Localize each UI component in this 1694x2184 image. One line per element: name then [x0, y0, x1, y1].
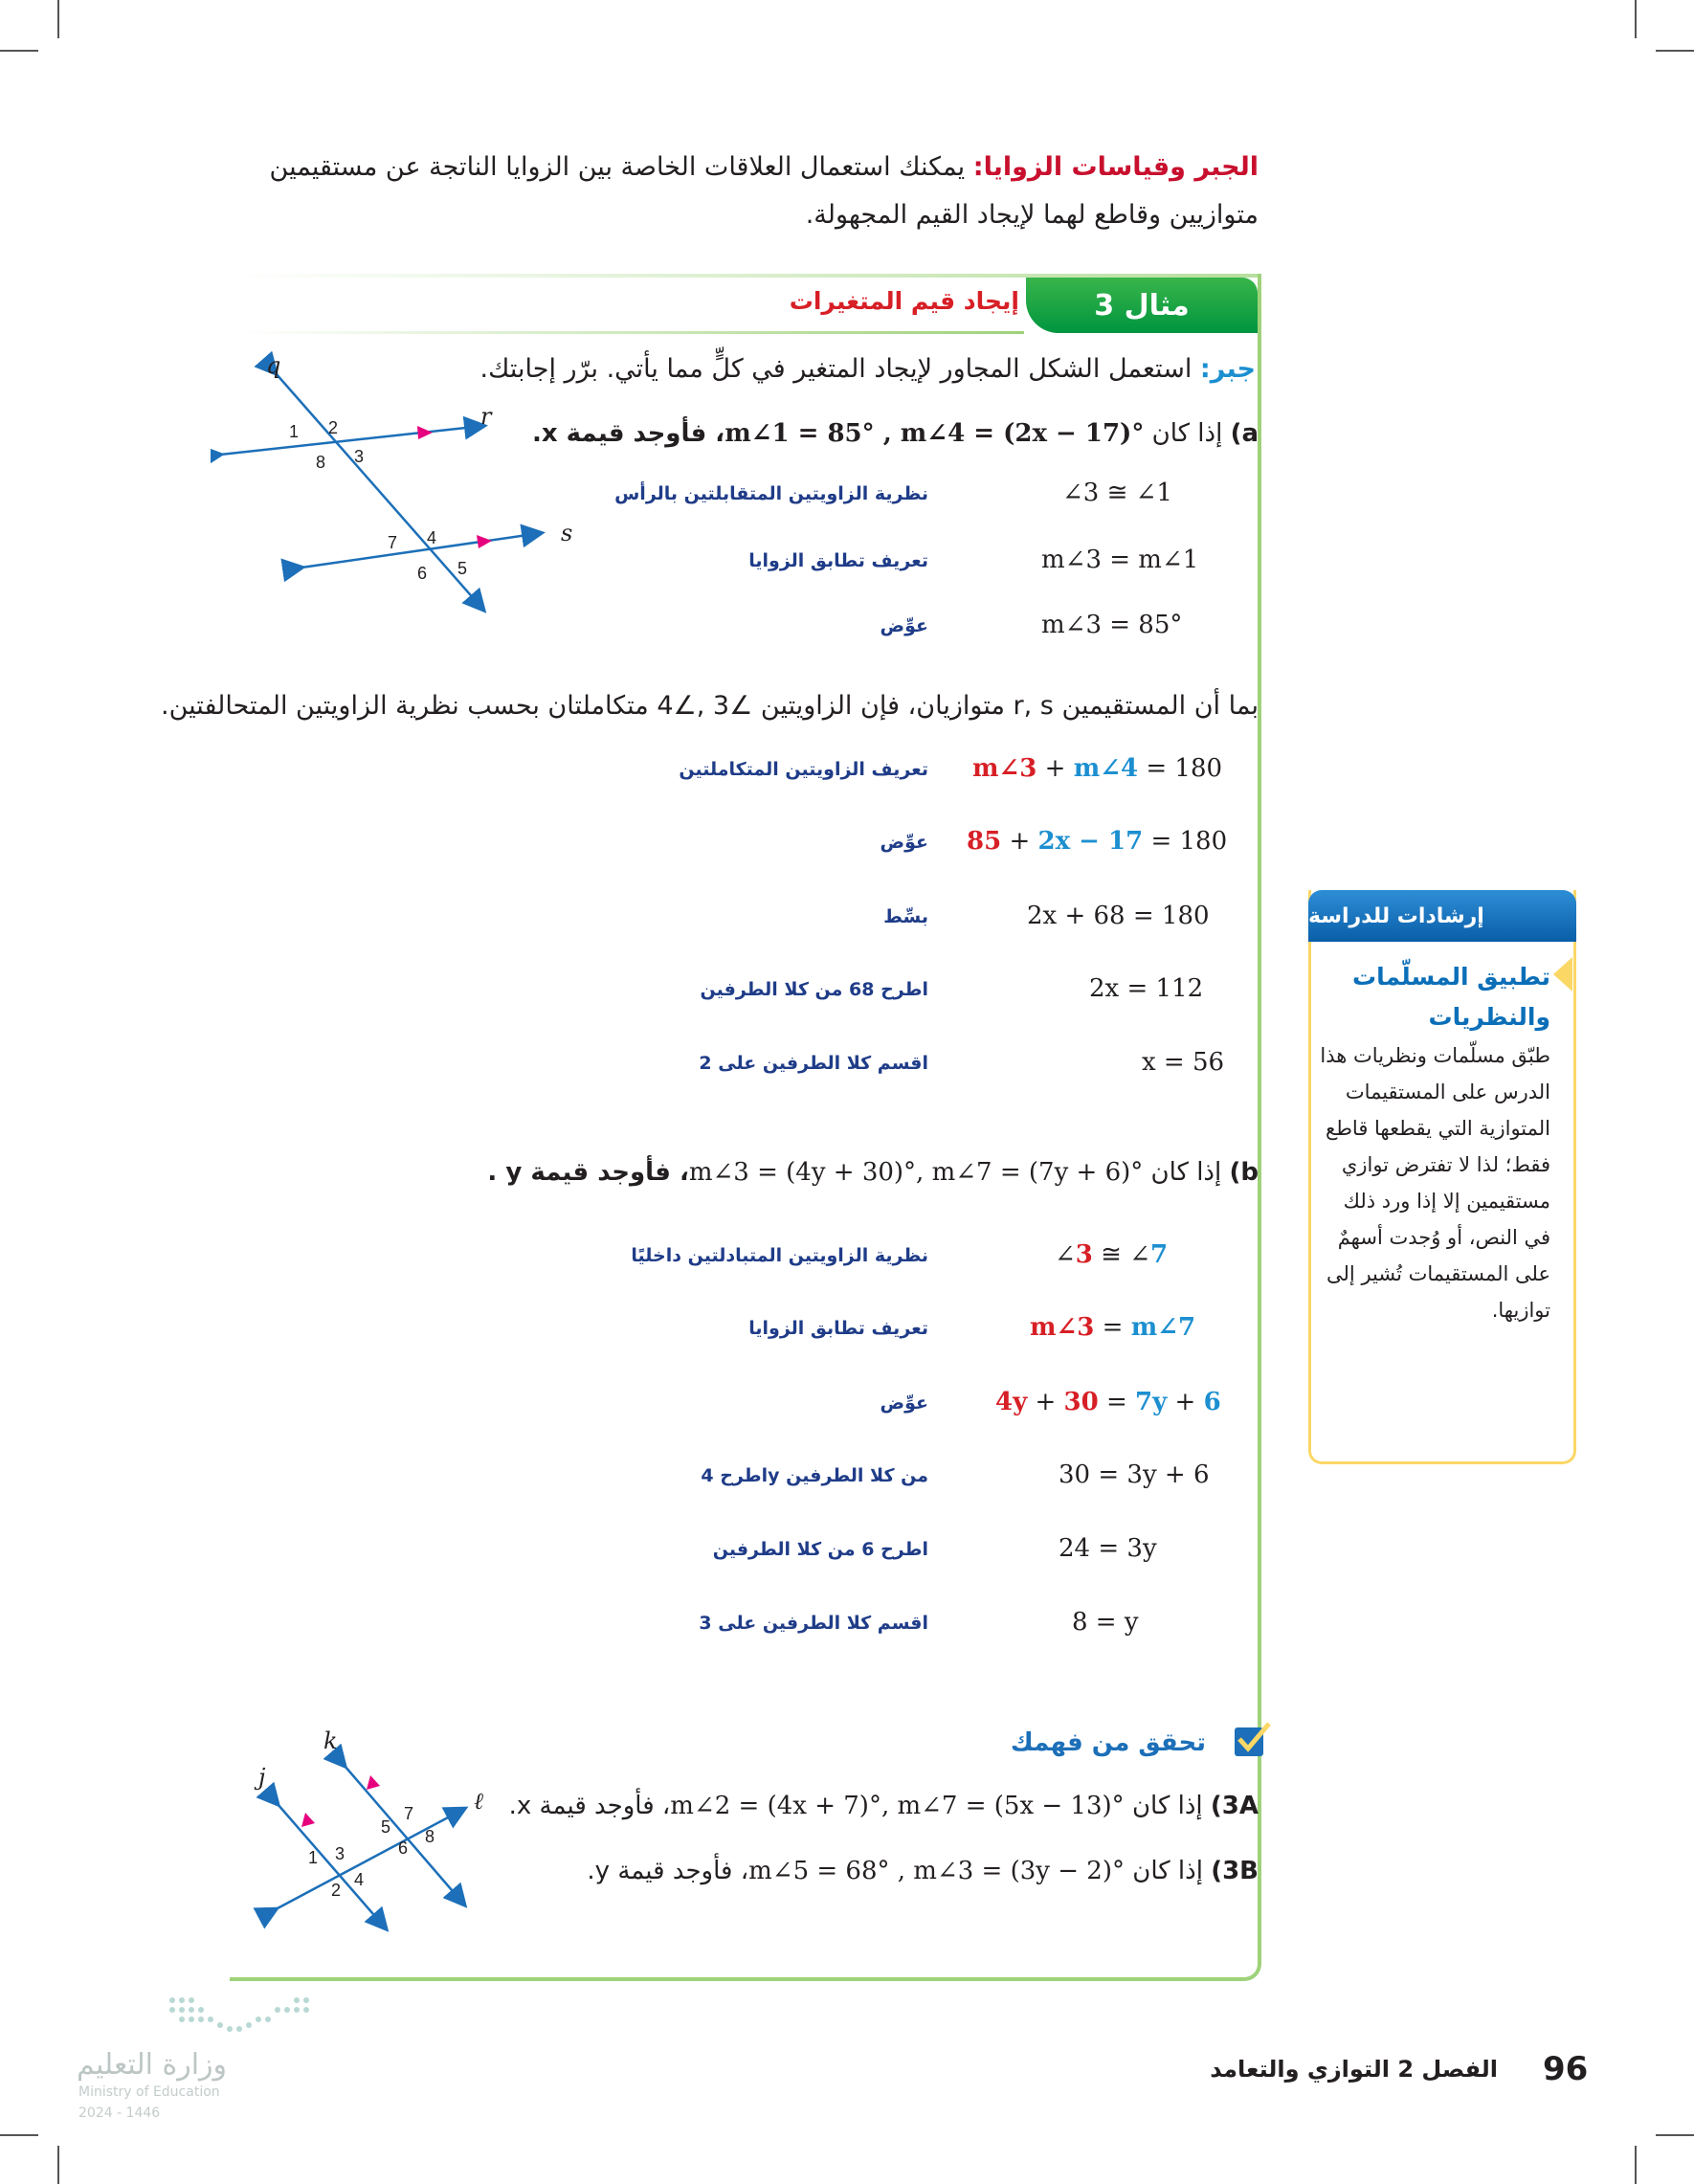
- part-a-condition: m∠1 = 85° , m∠4 = (2x − 17)°: [724, 419, 1145, 448]
- line-j: [278, 1804, 386, 1928]
- line-q: [276, 373, 483, 610]
- step-equation: 8 = y: [1072, 1608, 1139, 1637]
- step-equation: ∠3 ≅ ∠1: [1062, 479, 1172, 507]
- crop-mark: [0, 50, 38, 52]
- example-title-rule: [239, 331, 1024, 334]
- step-reason: بسِّط: [883, 906, 928, 927]
- crop-mark: [57, 0, 59, 38]
- angle-5-label: 5: [457, 559, 468, 578]
- ministry-name-ar: وزارة التعليم: [77, 2048, 228, 2082]
- angle-4-label: 4: [427, 528, 437, 547]
- step-reason: تعريف تطابق الزوايا: [748, 550, 928, 571]
- angle-1-label: 1: [308, 1848, 319, 1867]
- ministry-year: 2024 - 1446: [78, 2106, 161, 2121]
- exercise-condition: m∠2 = (4x + 7)°, m∠7 = (5x − 13)°: [670, 1792, 1125, 1820]
- crop-mark: [1656, 50, 1694, 52]
- parallel-arrow-mark: [301, 1813, 315, 1827]
- exercise-3b: [587, 1857, 1259, 1885]
- step-reason: نظرية الزاويتين المتبادلتين داخليًا: [631, 1245, 928, 1266]
- part-a-prompt-end: ، فأوجد قيمة x.: [531, 419, 725, 448]
- exercise-number: 3A): [1210, 1792, 1259, 1820]
- lead-text: استعمل الشكل المجاور لإيجاد المتغير في كلٍّ مما يأتي. برّر إجابتك.: [479, 354, 1192, 384]
- angle-3-label: 3: [335, 1844, 345, 1863]
- step-equation: x = 56: [1142, 1048, 1225, 1077]
- example-title: إيجاد قيم المتغيرات: [789, 287, 1019, 315]
- parallel-arrow-mark: [367, 1775, 380, 1790]
- label-l: ℓ: [474, 1788, 483, 1815]
- intro-heading: الجبر وقياسات الزوايا:: [972, 152, 1259, 182]
- part-b-letter: b): [1229, 1158, 1259, 1187]
- lead-tag: جبر:: [1199, 354, 1256, 384]
- step-reason: اقسم كلا الطرفين على 2: [699, 1053, 928, 1074]
- step-equation: 2x = 112: [1089, 974, 1204, 1003]
- parallel-arrow-mark: [417, 426, 433, 439]
- crop-mark: [1635, 0, 1637, 38]
- part-a-letter: a): [1230, 419, 1259, 448]
- parallel-arrow-mark: [477, 535, 492, 548]
- exercise-3a: [509, 1792, 1259, 1820]
- angle-2-label: 2: [331, 1881, 342, 1900]
- step-equation: ∠3 ≅ ∠7: [1055, 1240, 1169, 1269]
- label-q: q: [266, 352, 281, 379]
- step-equation: 85 + 2x − 17 = 180: [967, 827, 1228, 856]
- step-reason: نظرية الزاويتين المتقابلتين بالرأس: [614, 483, 928, 504]
- label-r: r: [480, 403, 492, 430]
- part-a-paragraph: بما أن المستقيمين r, s متوازيان، فإن الزاويتين ∠3 ,∠4 متكاملتان بحسب نظرية الزاويتين المتحالفتين.: [161, 691, 1259, 721]
- study-tip-text: طبّق مسلّمات ونظريات هذا الدرس على المستقيمات المتوازية التي يقطعها قاطع فقط؛ لذا لا تفترض توازي مستقيمين إلا إذا ورد ذلك في النص، أو وُجدت أسهمٌ على المستقيمات تُشير إلى توازيها.: [1320, 1044, 1550, 1322]
- part-a-prompt: [532, 419, 1259, 448]
- angle-8-label: 8: [425, 1827, 435, 1846]
- angle-8-label: 8: [316, 453, 326, 472]
- step-reason: عوِّض: [880, 832, 928, 853]
- part-b-prompt-start: إذا كان: [1150, 1158, 1222, 1187]
- part-b-prompt-end: ، فأوجد قيمة y .: [487, 1158, 689, 1187]
- step-equation: m∠3 + m∠4 = 180: [972, 754, 1223, 783]
- step-reason: تعريف تطابق الزوايا: [748, 1318, 928, 1339]
- angle-6-label: 6: [398, 1839, 409, 1858]
- intro-paragraph: [196, 144, 1259, 239]
- parallel-lines-figure: [211, 349, 593, 627]
- transversal-figure: [249, 1727, 498, 1943]
- step-reason: اطرح 6 من كلا الطرفين: [712, 1539, 928, 1560]
- step-equation: m∠3 = m∠1: [1041, 546, 1199, 574]
- angle-2-label: 2: [328, 418, 339, 437]
- part-b-condition: m∠3 = (4y + 30)°, m∠7 = (7y + 6)°: [688, 1158, 1144, 1187]
- chapter-title: الفصل 2 التوازي والتعامد: [1210, 2056, 1498, 2083]
- crop-mark: [1656, 2134, 1694, 2136]
- ministry-name-en: Ministry of Education: [78, 2084, 220, 2100]
- exercise-text-end: ، فأوجد قيمة x.: [508, 1792, 671, 1820]
- part-a-prompt-start: إذا كان: [1151, 419, 1223, 448]
- step-equation: 2x + 68 = 180: [1027, 902, 1210, 930]
- study-tip-notch: [1553, 957, 1572, 992]
- step-reason: اقسم كلا الطرفين على 3: [699, 1613, 928, 1634]
- step-reason: اطرح 4y من كلا الطرفين: [701, 1465, 928, 1486]
- intro-text: يمكنك استعمال العلاقات الخاصة بين الزوايا الناتجة عن مستقيمين متوازيين وقاطع لهما لإيجاد القيم المجهولة.: [269, 152, 1259, 230]
- angle-1-label: 1: [289, 422, 300, 441]
- ministry-logo: [163, 1991, 316, 2048]
- angle-5-label: 5: [381, 1817, 391, 1837]
- angle-7-label: 7: [388, 533, 398, 552]
- exercise-text-start: إذا كان: [1132, 1857, 1203, 1885]
- step-reason: اطرح 68 من كلا الطرفين: [700, 979, 928, 1000]
- step-equation: 30 = 3y + 6: [1059, 1460, 1210, 1489]
- check-understanding-title: تحقق من فهمك: [1010, 1728, 1206, 1757]
- exercise-number: 3B): [1211, 1857, 1259, 1885]
- part-b-prompt: [487, 1158, 1259, 1187]
- page-number: 96: [1543, 2050, 1589, 2088]
- study-tip-header: إرشادات للدراسة: [1308, 890, 1576, 942]
- angle-4-label: 4: [354, 1870, 365, 1889]
- step-equation: 4y + 30 = 7y + 6: [995, 1388, 1221, 1416]
- step-equation: m∠3 = 85°: [1041, 611, 1183, 639]
- step-reason: تعريف الزاويتين المتكاملتين: [679, 759, 928, 780]
- step-equation: 24 = 3y: [1059, 1534, 1157, 1563]
- example-tab: مثال 3: [1026, 278, 1258, 333]
- step-reason: عوِّض: [880, 1393, 928, 1414]
- study-tip-title: تطبيق المسلّمات والنظريات: [1351, 963, 1550, 1031]
- line-r: [220, 426, 483, 455]
- exercise-text-start: إذا كان: [1131, 1792, 1203, 1820]
- crop-mark: [0, 2134, 38, 2136]
- step-reason: عوِّض: [880, 615, 928, 636]
- angle-3-label: 3: [354, 447, 365, 466]
- example-lead: [480, 354, 1256, 384]
- label-j: j: [258, 1764, 266, 1791]
- label-s: s: [561, 520, 573, 546]
- exercise-condition: m∠5 = 68° , m∠3 = (3y − 2)°: [748, 1857, 1125, 1885]
- checkmark-icon: [1235, 1727, 1263, 1756]
- exercise-text-end: ، فأوجد قيمة y.: [587, 1857, 749, 1885]
- crop-mark: [57, 2146, 59, 2184]
- step-equation: m∠3 = m∠7: [1030, 1313, 1196, 1342]
- angle-7-label: 7: [404, 1804, 414, 1823]
- label-k: k: [323, 1727, 338, 1754]
- crop-mark: [1635, 2146, 1637, 2184]
- angle-6-label: 6: [417, 564, 428, 583]
